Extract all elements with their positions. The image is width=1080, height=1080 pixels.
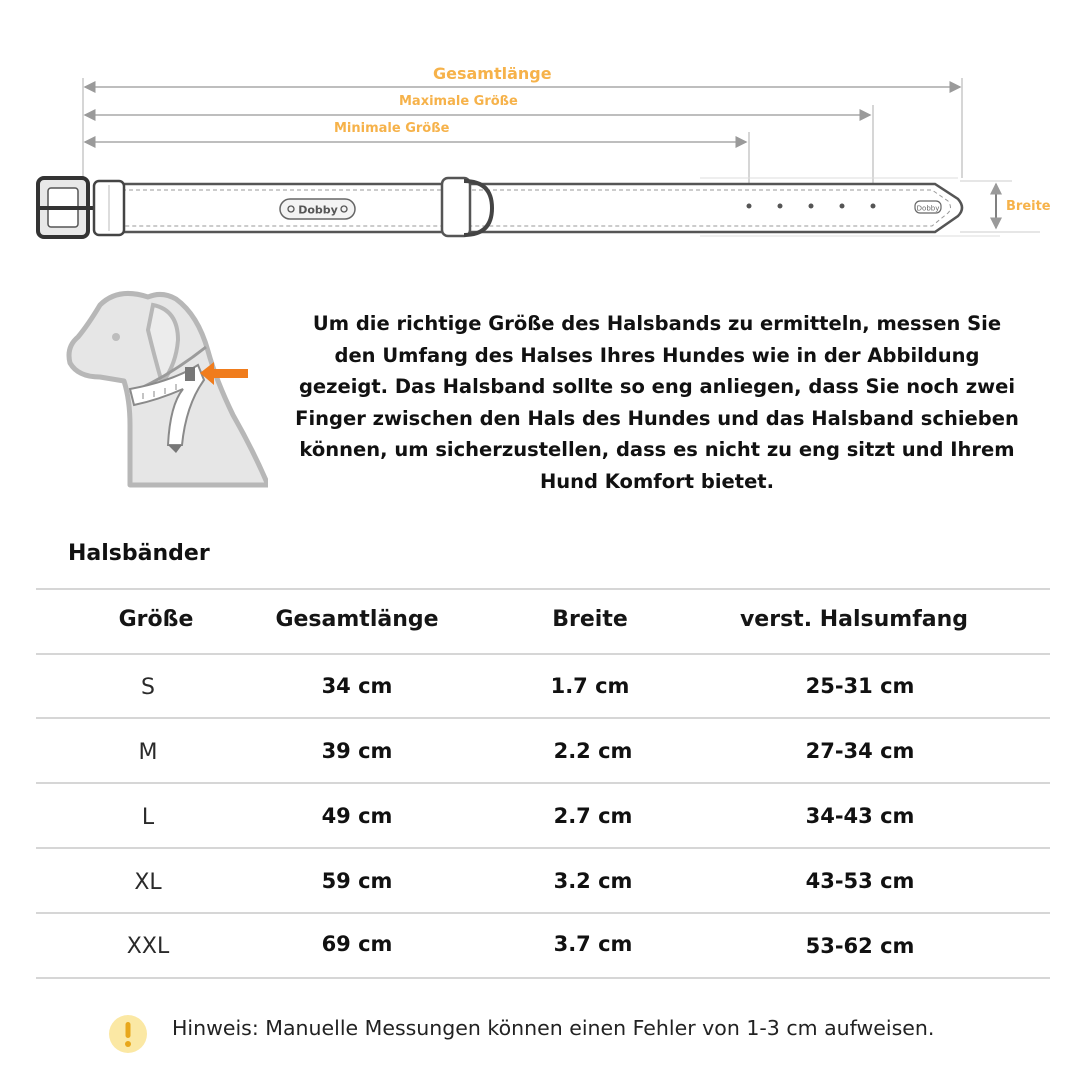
header-total-length: Gesamtlänge bbox=[275, 607, 439, 632]
collar-strap bbox=[105, 184, 962, 232]
min-size-label: Minimale Größe bbox=[334, 121, 450, 136]
table-divider bbox=[36, 588, 1050, 590]
width-label: Breite bbox=[1006, 199, 1051, 214]
length-cell: 59 cm bbox=[321, 869, 393, 893]
table-divider bbox=[36, 912, 1050, 914]
hole bbox=[871, 204, 876, 209]
hole bbox=[747, 204, 752, 209]
dog-neck-measurement-illustration bbox=[58, 285, 268, 490]
circumference-cell: 34-43 cm bbox=[805, 804, 915, 828]
circumference-cell: 27-34 cm bbox=[805, 739, 915, 763]
hole bbox=[809, 204, 814, 209]
d-ring-keeper bbox=[442, 178, 470, 236]
width-cell: 2.7 cm bbox=[553, 804, 633, 828]
table-title: Halsbänder bbox=[68, 541, 210, 566]
header-neck-circumference: verst. Halsumfang bbox=[739, 607, 969, 632]
table-divider bbox=[36, 977, 1050, 979]
table-divider bbox=[36, 717, 1050, 719]
circumference-cell: 25-31 cm bbox=[805, 674, 915, 698]
size-cell: XXL bbox=[126, 934, 170, 959]
measurement-note bbox=[108, 1012, 1048, 1052]
note-text: Hinweis: Manuelle Messungen können einen Fehler von 1-3 cm aufweisen. bbox=[172, 1016, 935, 1040]
length-cell: 39 cm bbox=[321, 739, 393, 763]
size-cell: XL bbox=[134, 870, 162, 895]
length-cell: 69 cm bbox=[321, 932, 393, 956]
size-cell: S bbox=[141, 675, 155, 700]
length-cell: 34 cm bbox=[321, 674, 393, 698]
table-divider bbox=[36, 847, 1050, 849]
table-divider bbox=[36, 653, 1050, 655]
length-cell: 49 cm bbox=[321, 804, 393, 828]
circumference-cell: 53-62 cm bbox=[805, 934, 915, 958]
brand-plate-logo: Dobby bbox=[298, 203, 338, 217]
width-cell: 3.2 cm bbox=[553, 869, 633, 893]
collar-illustration bbox=[0, 0, 1080, 270]
circumference-cell: 43-53 cm bbox=[805, 869, 915, 893]
header-width: Breite bbox=[552, 607, 628, 632]
hole bbox=[840, 204, 845, 209]
max-size-label: Maximale Größe bbox=[399, 94, 518, 109]
warning-icon bbox=[108, 1014, 148, 1054]
width-cell: 3.7 cm bbox=[553, 932, 633, 956]
size-cell: L bbox=[141, 805, 155, 830]
hole bbox=[778, 204, 783, 209]
width-cell: 1.7 cm bbox=[550, 674, 630, 698]
tape-clip bbox=[185, 367, 195, 381]
collar-diagram bbox=[0, 0, 1080, 270]
total-length-label: Gesamtlänge bbox=[433, 64, 552, 83]
sizing-instructions: Um die richtige Größe des Halsbands zu ermitteln, messen Sie den Umfang des Halses Ihres Hundes wie in der Abbildung gezeigt. Das Halsband sollte so eng anliegen, dass Sie noch zwei Finger zwischen den Hals des Hundes und das Halsband schieben können, um sicherzustellen, dass es nicht zu eng sitzt und Ihrem Hund Komfort bietet. bbox=[295, 312, 1019, 493]
width-cell: 2.2 cm bbox=[553, 739, 633, 763]
size-cell: M bbox=[138, 740, 158, 765]
size-table bbox=[36, 588, 1050, 979]
table-divider bbox=[36, 782, 1050, 784]
tip-logo-text: Dobby bbox=[916, 204, 940, 213]
header-size: Größe bbox=[118, 607, 194, 632]
dog-eye bbox=[112, 333, 120, 341]
